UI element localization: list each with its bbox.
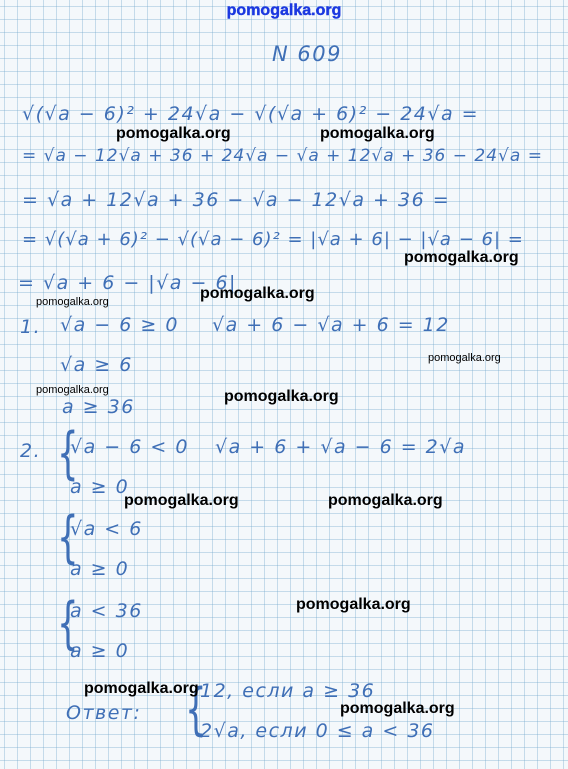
watermark: pomogalka.org — [340, 700, 455, 717]
site-header-link[interactable]: pomogalka.org — [226, 2, 342, 19]
answer-label: Ответ: — [66, 702, 142, 724]
watermark: pomogalka.org — [84, 680, 199, 697]
solution-line-5: = √a + 6 − |√a − 6| — [18, 272, 237, 294]
case-1-calculation: √a + 6 − √a + 6 = 12 — [212, 314, 450, 336]
case-1-condition-3: a ≥ 36 — [62, 396, 135, 418]
case-2-label: 2. — [20, 440, 42, 462]
answer-line-2: 2√a, если 0 ≤ a < 36 — [200, 720, 435, 742]
answer-line-1: 12, если a ≥ 36 — [200, 680, 376, 702]
watermark: pomogalka.org — [404, 249, 519, 266]
watermark: pomogalka.org — [36, 296, 109, 308]
case-2-calculation: √a + 6 + √a − 6 = 2√a — [215, 436, 467, 458]
case-2-system-3-line-2: a ≥ 0 — [70, 640, 130, 662]
case-1-condition: √a − 6 ≥ 0 — [60, 314, 179, 336]
case-1-condition-2: √a ≥ 6 — [60, 354, 133, 376]
case-2-system-1-line-1: √a − 6 < 0 — [70, 436, 189, 458]
case-1-label: 1. — [20, 316, 42, 338]
watermark: pomogalka.org — [296, 596, 411, 613]
case-2-system-3-line-1: a < 36 — [70, 600, 143, 622]
answer-brace: { — [185, 677, 207, 742]
watermark: pomogalka.org — [428, 352, 501, 364]
system-brace-1: { — [57, 421, 79, 486]
watermark: pomogalka.org — [320, 125, 435, 142]
watermark: pomogalka.org — [116, 125, 231, 142]
watermark: pomogalka.org — [124, 492, 239, 509]
solution-line-2: = √a − 12√a + 36 + 24√a − √a + 12√a + 36 − 24√a = — [22, 146, 543, 166]
case-2-system-1-line-2: a ≥ 0 — [70, 476, 130, 498]
solution-line-3: = √a + 12√a + 36 − √a − 12√a + 36 = — [22, 189, 451, 211]
solution-line-4: = √(√a + 6)² − √(√a − 6)² = |√a + 6| − |√a − 6| = — [22, 229, 524, 250]
watermark: pomogalka.org — [328, 492, 443, 509]
watermark: pomogalka.org — [200, 285, 315, 302]
system-brace-2: { — [57, 505, 79, 570]
system-brace-3: { — [57, 591, 79, 656]
watermark: pomogalka.org — [36, 384, 109, 396]
problem-number: N 609 — [272, 42, 342, 66]
case-2-system-2-line-1: √a < 6 — [70, 518, 143, 540]
solution-line-1: √(√a − 6)² + 24√a − √(√a + 6)² − 24√a = — [22, 103, 480, 125]
case-2-system-2-line-2: a ≥ 0 — [70, 558, 130, 580]
watermark: pomogalka.org — [224, 388, 339, 405]
